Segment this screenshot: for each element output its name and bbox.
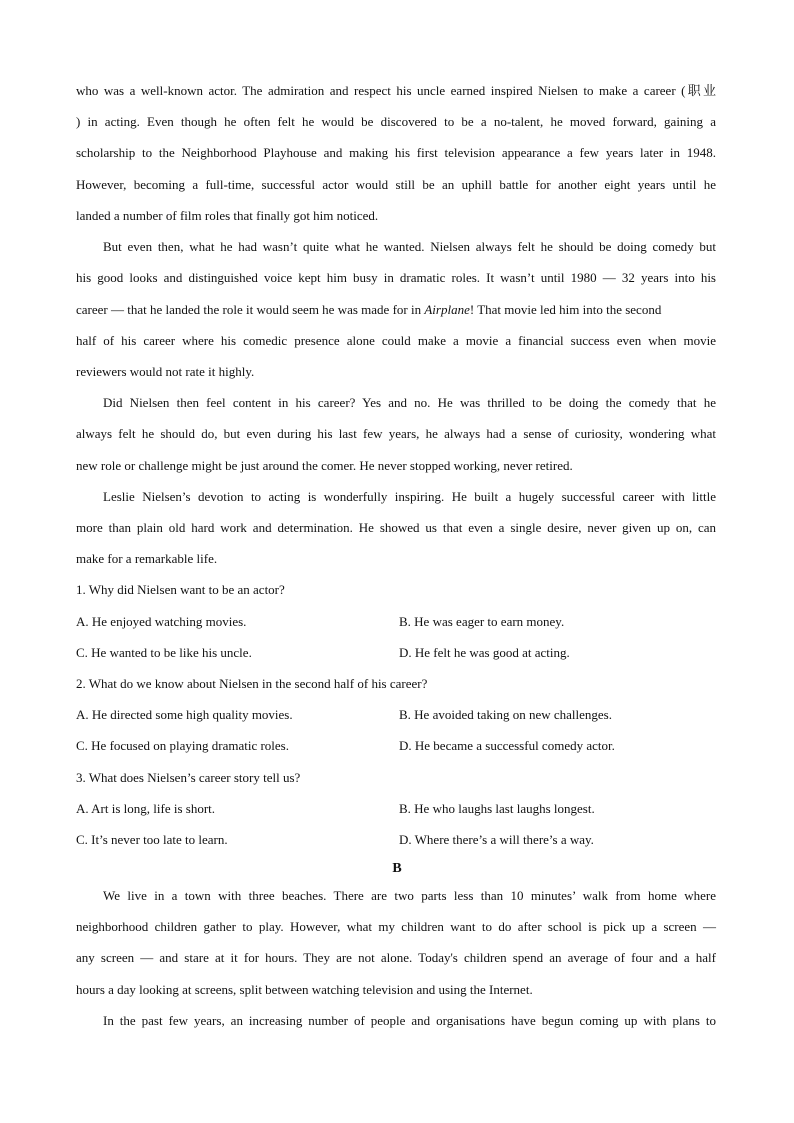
passage-line: who was a well-known actor. The admiration and respect his uncle earned inspired Nielsen to make a career (职业: [76, 83, 716, 98]
passage-line: landed a number of film roles that finally got him noticed.: [76, 208, 379, 223]
passage-line: any screen — and stare at it for hours. They are not alone. Today's children spend an average of four and a half: [76, 950, 716, 965]
passage-line: neighborhood children gather to play. However, what my children want to do after school is pick up a screen —: [76, 919, 716, 934]
question-stem: 3. What does Nielsen’s career story tell us?: [76, 770, 301, 785]
passage-line: always felt he should do, but even during his last few years, he always had a sense of curiosity, wondering what: [76, 426, 716, 441]
passage-line: make for a remarkable life.: [76, 551, 218, 566]
passage-line: new role or challenge might be just around the comer. He never stopped working, never retired.: [76, 458, 573, 473]
passage-line: more than plain old hard work and determination. He showed us that even a single desire, never given up on, can: [76, 520, 716, 535]
passage-line: his good looks and distinguished voice kept him busy in dramatic roles. It wasn’t until 1980 — 32 years into his: [76, 270, 716, 285]
passage-line: However, becoming a full-time, successful actor would still be an uphill battle for another eight years until he: [76, 177, 716, 192]
answer-option: C. He focused on playing dramatic roles.: [76, 738, 289, 753]
question-stem: 2. What do we know about Nielsen in the second half of his career?: [76, 676, 428, 691]
passage-line-with-title: [76, 302, 716, 318]
answer-option: D. Where there’s a will there’s a way.: [399, 832, 594, 847]
question-stem: 1. Why did Nielsen want to be an actor?: [76, 582, 285, 597]
passage-line: Did Nielsen then feel content in his career? Yes and no. He was thrilled to be doing the comedy that he: [103, 395, 716, 410]
answer-option: B. He who laughs last laughs longest.: [399, 801, 595, 816]
passage-line-segment: career — that he landed the role it would seem he was made for in: [76, 302, 422, 317]
section-heading: B: [392, 861, 402, 876]
passage-line: Leslie Nielsen’s devotion to acting is wonderfully inspiring. He built a hugely successful career with little: [103, 489, 716, 504]
answer-option: D. He became a successful comedy actor.: [399, 738, 615, 753]
answer-option: A. He directed some high quality movies.: [76, 707, 293, 722]
movie-title: Airplane: [424, 302, 470, 317]
answer-option: D. He felt he was good at acting.: [399, 645, 570, 660]
passage-line: reviewers would not rate it highly.: [76, 364, 255, 379]
answer-option: B. He was eager to earn money.: [399, 614, 565, 629]
passage-line-segment: ! That movie led him into the second: [469, 302, 662, 317]
answer-option: A. Art is long, life is short.: [76, 801, 216, 816]
passage-line: ) in acting. Even though he often felt he would be discovered to be a no-talent, he moved forward, gaining a: [76, 114, 716, 129]
passage-line: But even then, what he had wasn’t quite what he wanted. Nielsen always felt he should be doing comedy but: [103, 239, 716, 254]
passage-line: half of his career where his comedic presence alone could make a movie a financial success even when movie: [76, 333, 716, 348]
passage-line: hours a day looking at screens, split between watching television and using the Internet.: [76, 982, 533, 997]
passage-line: We live in a town with three beaches. There are two parts less than 10 minutes’ walk from home where: [103, 888, 716, 903]
answer-option: C. He wanted to be like his uncle.: [76, 645, 252, 660]
answer-option: A. He enjoyed watching movies.: [76, 614, 247, 629]
answer-option: B. He avoided taking on new challenges.: [399, 707, 612, 722]
passage-line: In the past few years, an increasing number of people and organisations have begun coming up with plans to: [103, 1013, 716, 1028]
passage-line: scholarship to the Neighborhood Playhouse and making his first television appearance a few years later in 1948.: [76, 145, 716, 160]
answer-option: C. It’s never too late to learn.: [76, 832, 228, 847]
